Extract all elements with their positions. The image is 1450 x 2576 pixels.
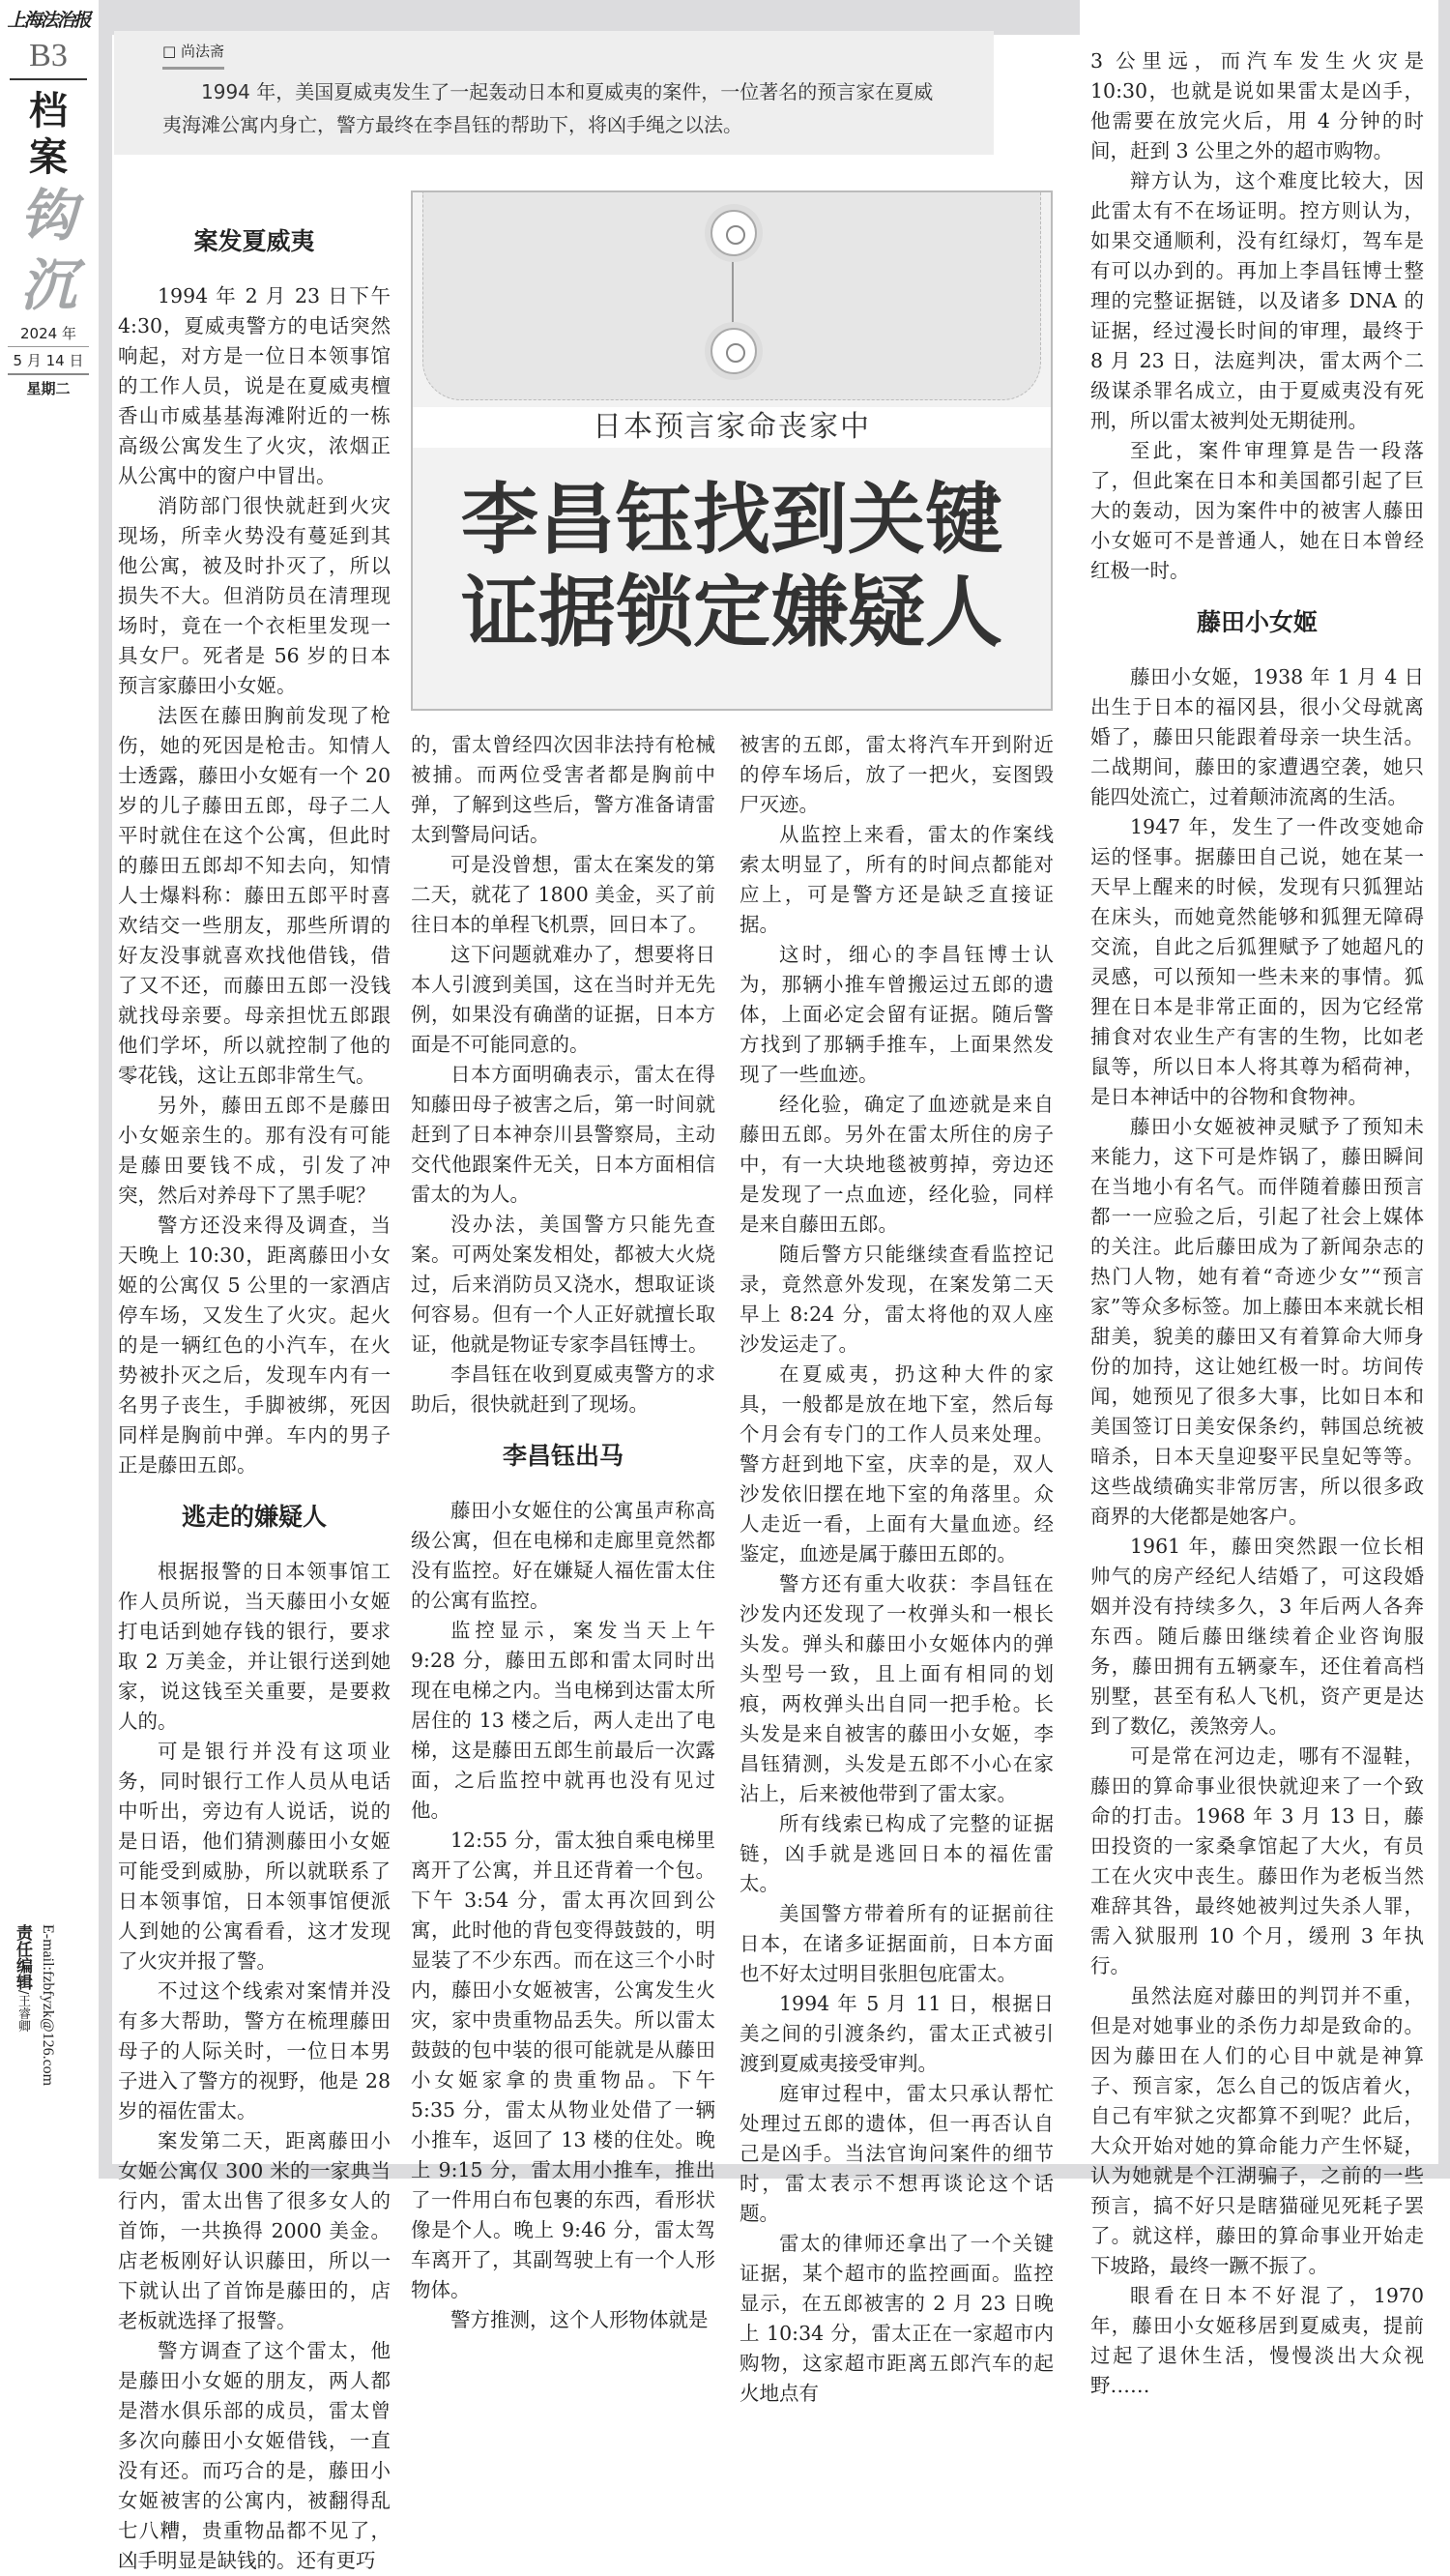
page-sidebar bbox=[0, 0, 97, 2179]
page-number: B3 bbox=[10, 38, 87, 80]
editor-email: E-mail:fzbfyzk@126.com bbox=[40, 1924, 56, 2087]
article-paragraph: 法医在藤田胸前发现了枪伤，她的死因是枪击。知情人士透露，藤田小女姬有一个 20 岁的儿子藤田五郎，母子二人平时就住在这个公寓，但此时的藤田五郎却不知去向，知情人士爆料称：藤田五郎平时喜欢结交一些朋友，那些所谓的好友没事就喜欢找他借钱，借了又不还，而藤田五郎一没钱就找母亲要。母亲担忧五郎跟他们学坏，所以就控制了他的零花钱，这让五郎非常生气。 bbox=[118, 704, 391, 1087]
text-column-2 bbox=[411, 730, 715, 2335]
article-paragraph: 眼看在日本不好混了，1970 年，藤田小女姬移居到夏威夷，提前过起了退休生活，慢慢淡出大众视野…… bbox=[1090, 2284, 1424, 2397]
article-paragraph: 不过这个线索对案情并没有多大帮助，警方在梳理藤田母子的人际关时，一位日本男子进入了警方的视野，他是 28 岁的福佐雷太。 bbox=[118, 1979, 391, 2122]
article-paragraph: 日本方面明确表示，雷太在得知藤田母子被害之后，第一时间就赶到了日本神奈川县警察局，主动交代他跟案件无关，日本方面相信雷太的为人。 bbox=[411, 1063, 715, 1206]
section-heading: 藤田小女姬 bbox=[1196, 608, 1318, 636]
article-paragraph: 虽然法庭对藤田的判罚并不重，但是对她事业的杀伤力却是致命的。因为藤田在人们的心目中就是神算子、预言家，怎么自己的饭店着火，自己有牢狱之灾都算不到呢？此后，大众开始对她的算命能力产生怀疑，认为她就是个江湖骗子，之前的一些预言，搞不好只是瞎猫碰见死耗子罢了。就这样，藤田的算命事业开始走下坡路，最终一蹶不振了。 bbox=[1090, 1984, 1424, 2277]
article-subtitle: 日本预言家命丧家中 bbox=[413, 407, 1051, 448]
top-frame bbox=[102, 0, 1080, 35]
article-paragraph: 经化验，确定了血迹就是来自藤田五郎。另外在雷太所住的房子中，有一大块地毯被剪掉，旁边还是发现了一点血迹，经化验，同样是来自藤田五郎。 bbox=[740, 1093, 1054, 1236]
editor-name: /王睿卿 bbox=[15, 1990, 30, 2033]
editor-credit bbox=[6, 1924, 35, 2032]
article-paragraph: 这下问题就难办了，想要将日本人引渡到美国，这在当时并无先例，如果没有确凿的证据，日本方面是不可能同意的。 bbox=[411, 943, 715, 1056]
text-column-3 bbox=[740, 730, 1054, 2409]
article-paragraph: 藤田小女姬被神灵赋予了预知未来能力，这下可是炸锅了，藤田瞬间在当地小有名气。而伴随着藤田预言都一一应验之后，引起了社会上媒体的关注。此后藤田成为了新闻杂志的热门人物，她有着“奇迹少女”“预言家”等众多标签。加上藤田本来就长相甜美，貌美的藤田又有着算命大师身份的加持，这让她红极一时。坊间传闻，她预见了很多大事，比如日本和美国签订日美安保条约，韩国总统被暗杀，日本天皇迎娶平民皇妃等等。这些战绩确实非常厉害，所以很多政商界的大佬都是她客户。 bbox=[1090, 1115, 1424, 1528]
article-paragraph: 从监控上来看，雷太的作案线索太明显了，所有的时间点都能对应上，可是警方还是缺乏直接证据。 bbox=[740, 823, 1054, 936]
article-paragraph: 警方调查了这个雷太，他是藤田小女姬的朋友，两人都是潜水俱乐部的成员，雷太曾多次向藤田小女姬借钱，一直没有还。而巧合的是，藤田小女姬被害的公寓内，被翻得乱七八糟，贵重物品都不见了，凶手明显是缺钱的。还有更巧 bbox=[118, 2339, 391, 2572]
section-heading: 逃走的嫌疑人 bbox=[181, 1503, 327, 1531]
article-paragraph: 美国警方带着所有的证据前往日本，在诸多证据面前，日本方面也不好太过明目张胆包庇雷太。 bbox=[740, 1902, 1054, 1985]
article-paragraph: 1961 年，藤田突然跟一位长相帅气的房产经纪人结婚了，可这段婚姻并没有持续多久，3 年后两人各奔东西。随后藤田继续着企业咨询服务，藤田拥有五辆豪车，还住着高档别墅，甚至有私人飞机，资产更是达到了数亿，羡煞旁人。 bbox=[1090, 1535, 1424, 1738]
article-paragraph: 的，雷太曾经四次因非法持有枪械被捕。而两位受害者都是胸前中弹，了解到这些后，警方准备请雷太到警局问话。 bbox=[411, 733, 715, 846]
article-paragraph: 警方还有重大收获：李昌钰在沙发内还发现了一枚弹头和一根长头发。弹头和藤田小女姬体内的弹头型号一致，且上面有相同的划痕，两枚弹头出自同一把手枪。长头发是来自被害的藤田小女姬，李昌钰猜测，头发是五郎不小心在家沾上，后来被他带到了雷太家。 bbox=[740, 1572, 1054, 1805]
article-paragraph: 可是银行并没有这项业务，同时银行工作人员从电话中听出，旁边有人说话，说的是日语，他们猜测藤田小女姬可能受到威胁，所以就联系了日本领事馆，日本领事馆便派人到她的公寓看看，这才发现了火灾并报了警。 bbox=[118, 1740, 391, 1973]
issue-weekday: 星期二 bbox=[26, 380, 71, 397]
article-title-line: 李昌钰找到关键 bbox=[461, 474, 1002, 565]
article-paragraph: 没办法，美国警方只能先查案。可两处案发相处，都被大火烧过，后来消防员又浇水，想取证谈何容易。但有一个人正好就擅长取证，他就是物证专家李昌钰博士。 bbox=[411, 1213, 715, 1356]
article-paragraph: 在夏威夷，扔这种大件的家具，一般都是放在地下室，然后每个月会有专门的工作人员来处理。警方赶到地下室，庆幸的是，双人沙发依旧摆在地下室的角落里。众人走近一看，上面有大量血迹。经鉴定，血迹是属于藤田五郎的。 bbox=[740, 1362, 1054, 1566]
author-tag: □ 尚法斋 bbox=[162, 41, 224, 70]
article-paragraph: 案发第二天，距离藤田小女姬公寓仅 300 米的一家典当行内，雷太出售了很多女人的首饰，一共换得 2000 美金。店老板刚好认识藤田，所以一下就认出了首饰是藤田的，店老板就选择了报警。 bbox=[118, 2129, 391, 2332]
article-paragraph: 可是常在河边走，哪有不湿鞋，藤田的算命事业很快就迎来了一个致命的打击。1968 年 3 月 13 日，藤田投资的一家桑拿馆起了大火，有员工在火灾中丧生。藤田作为老板当然难辞其咎，最终她被判过失杀人罪，需入狱服刑 10 个月，缓刑 3 年执行。 bbox=[1090, 1744, 1424, 1977]
article-paragraph: 庭审过程中，雷太只承认帮忙处理过五郎的遗体，但一再否认自己是凶手。当法官询问案件的细节时，雷太表示不想再谈论这个话题。 bbox=[740, 2082, 1054, 2225]
article-paragraph: 1994 年 2 月 23 日下午 4:30，夏威夷警方的电话突然响起，对方是一位日本领事馆的工作人员，说是在夏威夷檀香山市威基基海滩附近的一栋高级公寓发生了火灾，浓烟正从公寓中的窗户中冒出。 bbox=[118, 284, 391, 487]
article-paragraph: 被害的五郎，雷太将汽车开到附近的停车场后，放了一把火，妄图毁尸灭迹。 bbox=[740, 733, 1054, 816]
newspaper-masthead: 上海法治报 bbox=[7, 10, 90, 31]
editor-label: 责任编辑 bbox=[13, 1924, 32, 1990]
article-title-line: 证据锁定嫌疑人 bbox=[461, 567, 1002, 658]
headline-illustration bbox=[411, 190, 1053, 711]
text-column-4 bbox=[1090, 46, 1424, 2401]
article-paragraph: 至此，案件审理算是告一段落了，但此案在日本和美国都引起了巨大的轰动，因为案件中的被害人藤田小女姬可不是普通人，她在日本曾经红极一时。 bbox=[1090, 439, 1424, 582]
article-paragraph: 随后警方只能继续查看监控记录，竟然意外发现，在案发第二天早上 8:24 分，雷太将他的双人座沙发运走了。 bbox=[740, 1243, 1054, 1356]
article-paragraph: 根据报警的日本领事馆工作人员所说，当天藤田小女姬打电话到她存钱的银行，要求取 2 万美金，并让银行送到她家，说这钱至关重要，是要救人的。 bbox=[118, 1560, 391, 1733]
article-paragraph: 1994 年 5 月 11 日，根据日美之间的引渡条约，雷太正式被引渡到夏威夷接受审判。 bbox=[740, 1992, 1054, 2075]
issue-date: 5 月 14 日 bbox=[8, 347, 89, 375]
article-paragraph: 另外，藤田五郎不是藤田小女姬亲生的。那有没有可能是藤田要钱不成，引发了冲突，然后对养母下了黑手呢？ bbox=[118, 1094, 391, 1207]
article-paragraph: 所有线索已构成了完整的证据链，凶手就是逃回日本的福佐雷太。 bbox=[740, 1812, 1054, 1895]
intro-text: 1994 年，美国夏威夷发生了一起轰动日本和夏威夷的案件，一位著名的预言家在夏威夷海滩公寓内身亡，警方最终在李昌钰的帮助下，将凶手绳之以法。 bbox=[162, 80, 934, 136]
text-column-1 bbox=[118, 205, 391, 2576]
article-title bbox=[413, 473, 1051, 659]
section-heading: 案发夏威夷 bbox=[193, 227, 315, 255]
article-paragraph: 消防部门很快就赶到火灾现场，所幸火势没有蔓延到其他公寓，被及时扑灭了，所以损失不大。但消防员在清理现场时，竟在一个衣柜里发现一具女尸。死者是 56 岁的日本预言家藤田小女姬。 bbox=[118, 494, 391, 697]
column-name-calligraphy: 钩沉 bbox=[20, 183, 77, 318]
left-frame bbox=[99, 0, 112, 2179]
article-intro bbox=[114, 31, 994, 155]
article-paragraph: 可是没曾想，雷太在案发的第二天，就花了 1800 美金，买了前往日本的单程飞机票，回日本了。 bbox=[411, 853, 715, 936]
envelope-button-icon bbox=[710, 328, 757, 374]
article-paragraph: 12:55 分，雷太独自乘电梯里离开了公寓，并且还背着一个包。下午 3:54 分，雷太再次回到公寓，此时他的背包变得鼓鼓的，明显装了不少东西。而在这三个小时内，藤田小女姬被害，公寓发生火灾，家中贵重物品丢失。所以雷太鼓鼓的包中装的很可能就是从藤田小女姬家拿的贵重物品。下午 5:35 分，雷太从物业处借了一辆小推车，返回了 13 楼的住处。晚上 9:15 分，雷太用小推车，推出了一件用白布包裹的东西，看形状像是个人。晚上 9:46 分，雷太驾车离开了，其副驾驶上有一个人形物体。 bbox=[411, 1829, 715, 2301]
article-paragraph: 藤田小女姬住的公寓虽声称高级公寓，但在电梯和走廊里竟然都没有监控。好在嫌疑人福佐雷太住的公寓有监控。 bbox=[411, 1499, 715, 1612]
article-paragraph: 1947 年，发生了一件改变她命运的怪事。据藤田自己说，她在某一天早上醒来的时候，发现有只狐狸站在床头，而她竟然能够和狐狸无障碍交流，自此之后狐狸赋予了她超凡的灵感，可以预知一些未来的事情。狐狸在日本是非常正面的，因为它经常捕食对农业生产有害的生物，比如老鼠等，所以日本人将其尊为稻荷神，是日本神话中的谷物和食物神。 bbox=[1090, 815, 1424, 1108]
article-paragraph: 李昌钰在收到夏威夷警方的求助后，很快就赶到了现场。 bbox=[411, 1362, 715, 1416]
envelope-button-icon bbox=[710, 210, 757, 256]
section-heading: 李昌钰出马 bbox=[502, 1442, 624, 1470]
right-frame bbox=[1438, 0, 1450, 2179]
article-paragraph: 警方还没来得及调查，当天晚上 10:30，距离藤田小女姬的公寓仅 5 公里的一家酒店停车场，又发生了火灾。起火的是一辆红色的小汽车，在火势被扑灭之后，发现车内有一名男子丧生，手脚被绑，死因同样是胸前中弹。车内的男子正是藤田五郎。 bbox=[118, 1214, 391, 1477]
article-paragraph: 警方推测，这个人形物体就是 bbox=[450, 2308, 709, 2331]
article-paragraph: 雷太的律师还拿出了一个关键证据，某个超市的监控画面。监控显示，在五郎被害的 2 月 23 日晚上 10:34 分，雷太正在一家超市内购物，这家超市距离五郎汽车的起火地点有 bbox=[740, 2232, 1054, 2405]
article-paragraph: 辩方认为，这个难度比较大，因此雷太有不在场证明。控方则认为，如果交通顺利，没有红绿灯，驾车是有可以办到的。再加上李昌钰博士整理的完整证据链，以及诸多 DNA 的证据，经过漫长时间的审理，最终于 8 月 23 日，法庭判决，雷太两个二级谋杀罪名成立，由于夏威夷没有死刑，所以雷太被判处无期徒刑。 bbox=[1090, 169, 1424, 432]
article-paragraph: 藤田小女姬，1938 年 1 月 4 日出生于日本的福冈县，很小父母就离婚了，藤田只能跟着母亲一块生活。二战期间，藤田的家遭遇空袭，她只能四处流亡，过着颠沛流离的生活。 bbox=[1090, 665, 1424, 808]
article-paragraph: 这时，细心的李昌钰博士认为，那辆小推车曾搬运过五郎的遗体，上面必定会留有证据。随后警方找到了那辆手推车，上面果然发现了一些血迹。 bbox=[740, 943, 1054, 1086]
column-name: 档案 bbox=[29, 89, 68, 180]
issue-year: 2024 年 bbox=[8, 320, 89, 347]
article-paragraph: 3 公里远，而汽车发生火灾是 10:30，也就是说如果雷太是凶手，他需要在放完火后，用 4 分钟的时间，赶到 3 公里之外的超市购物。 bbox=[1090, 49, 1424, 162]
article-paragraph: 监控显示，案发当天上午 9:28 分，藤田五郎和雷太同时出现在电梯之内。当电梯到达雷太所居住的 13 楼之后，两人走出了电梯，这是藤田五郎生前最后一次露面，之后监控中就再也没有见过他。 bbox=[411, 1619, 715, 1822]
